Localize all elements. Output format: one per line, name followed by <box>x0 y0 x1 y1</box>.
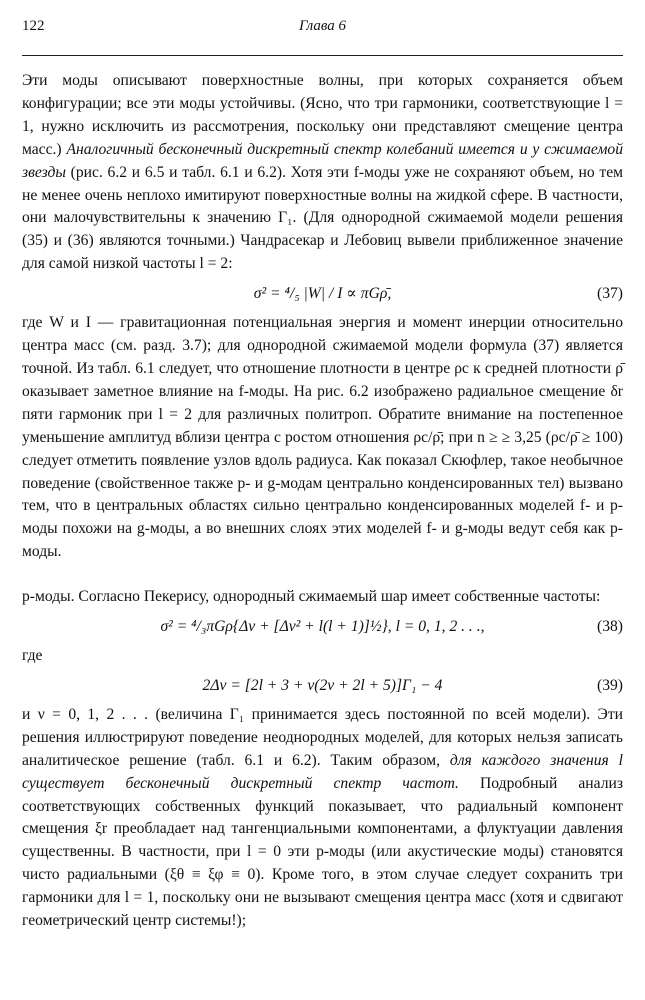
paragraph-1-italic: Аналогичный бесконечный дискретный спектр колебаний имеется и у сжимаемой звезды <box>22 140 623 181</box>
equation-38 <box>22 609 623 645</box>
equation-37 <box>22 276 623 312</box>
page-body <box>22 70 623 933</box>
paragraph-4: где <box>22 647 43 665</box>
paragraph-1 <box>22 70 623 276</box>
equation-37-number: (37) <box>597 285 623 303</box>
page-number: 122 <box>22 18 45 34</box>
paragraph-5-tail: Подробный анализ соответствующих собственных функций показывает, что радиальный компонент смещения ξr преобладает над тангенциальными компонентами, а флуктуации давления существенны. В частности, при l = 0 эти p-моды (или акустические моды) становятся чисто радиальными (ξθ ≡ ξφ ≡ 0). Кроме того, в этом случае следует сохранить три гармоники для l = 1, поскольку они не вызывают смещения центра масс (хотя и сдвигают геометрический центр системы!); <box>22 774 623 930</box>
page-header <box>22 18 623 40</box>
equation-39 <box>22 668 623 704</box>
paragraph-1-tail: (рис. 6.2 и 6.5 и табл. 6.1 и 6.2). Хотя эти f-моды уже не сохраняют объем, но тем не менее очень неплохо имитируют поверхностные волны на жидкой сфере. В частности, они малочувствительны к значению Γ₁. (Для однородной сжимаемой модели решения (35) и (36) являются точными.) Чандрасекар и Лебовиц вывели приближенное значение для самой низкой частоты l = 2: <box>22 163 623 273</box>
equation-38-formula: σ² = ⁴/₃πGρ{Δν + [Δν² + l(l + 1)]½}, l = 0, 1, 2 . . ., <box>160 618 485 636</box>
chapter-title: Глава 6 <box>298 18 347 34</box>
paragraph-2: где W и I — гравитационная потенциальная энергия и момент инерции относительно центра масс (см. разд. 3.7); для однородной сжимаемой модели формула (37) является точной. Из табл. 6.1 следует, что отношение плотности в центре ρc к средней плотности ρ̄ оказывает заметное влияние на f-моды. На рис. 6.2 изображено радиальное смещение δr пяти гармоник при l = 2 для различных политроп. Обратите внимание на постепенное уменьшение амплитуд вблизи центра с ростом отношения ρc/ρ̄; при n ≥ ≥ 3,25 (ρc/ρ̄ ≥ 100) следует отметить появление узлов вдоль радиуса. Как показал Скюфлер, такое необычное поведение (свойственное также p- и g-модам центрально конденсированных тел) вызвано тем, что в центральных областях сильно центрально конденсированных моделей f- и p-моды похожи на g-моды, а во внешних слоях этих моделей f- и g-моды ведут себя как p-моды. <box>22 314 623 561</box>
paragraph-3: p-моды. Согласно Пекерису, однородный сжимаемый шар имеет собственные частоты: <box>22 588 601 606</box>
equation-39-formula: 2Δν = [2l + 3 + ν(2ν + 2l + 5)]Γ₁ − 4 <box>202 676 443 694</box>
paragraph-5 <box>22 704 623 933</box>
equation-37-formula: σ² = ⁴/₅ |W| / I ∝ πGρ̄, <box>253 285 392 303</box>
paragraph-5-italic: для каждого значения l существует бесконечный дискретный спектр частот. <box>22 751 623 792</box>
header-rule <box>22 55 623 56</box>
equation-38-number: (38) <box>597 618 623 636</box>
paragraph-5-text: и ν = 0, 1, 2 . . . (величина Γ₁ принимается здесь постоянной по всей модели). Эти решения иллюстрируют поведение неоднородных моделей, для которых нельзя записать аналитическое решение (табл. 6.1 и 6.2). Таким образом, <box>22 705 623 769</box>
equation-39-number: (39) <box>597 676 623 694</box>
paragraph-1-text: Эти моды описывают поверхностные волны, при которых сохраняется объем конфигурации; все эти моды устойчивы. (Ясно, что три гармоники, соответствующие l = 1, нужно исключить из рассмотрения, поскольку они представляют смещение центра масс.) <box>22 72 623 158</box>
